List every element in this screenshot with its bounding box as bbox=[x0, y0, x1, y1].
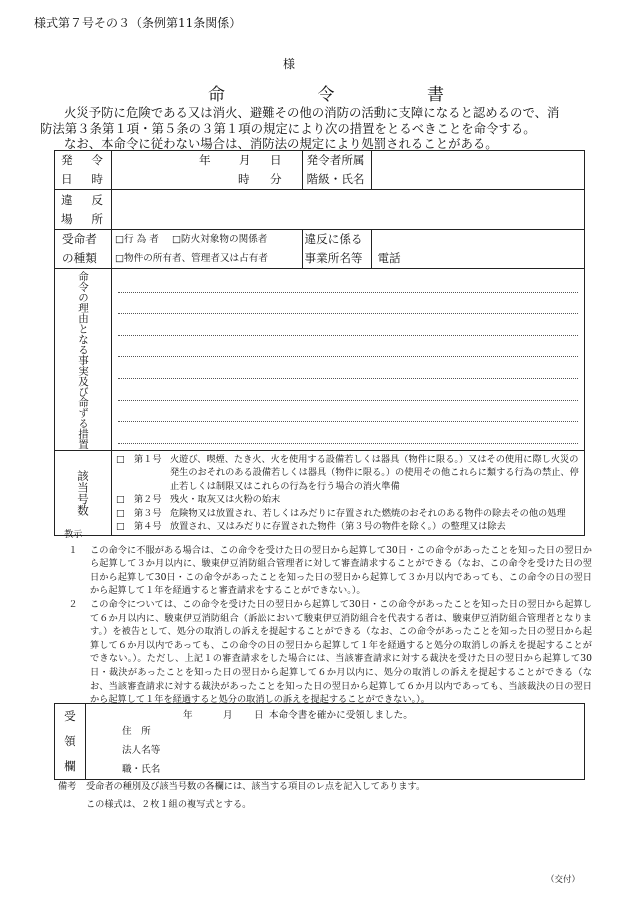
business-name-label: 違反に係る 事業所名等 bbox=[302, 230, 372, 269]
applicable-items-label: 該当号数 bbox=[55, 450, 112, 535]
item-text: 残火・取灰又は火粉の始末 bbox=[169, 494, 281, 505]
item-text: 止若しくは制限又はこれらの行為を行う場合の消火準備 bbox=[169, 480, 400, 492]
notes-section bbox=[58, 780, 598, 812]
order-details-table bbox=[54, 150, 585, 536]
addressee-suffix: 様 bbox=[283, 57, 296, 71]
title-char-3: 書 bbox=[427, 85, 444, 105]
item-text: 放置され、又はみだりに存置された物件（第３号の物件を除く。）の整理又は除去 bbox=[169, 521, 506, 532]
item-number bbox=[134, 480, 170, 494]
reason-field[interactable] bbox=[111, 269, 584, 451]
order-body-text bbox=[40, 105, 592, 152]
receipt-field[interactable]: 年 月 日 本命令書を確かに受領しました。 住 所 法人名等 職・氏名 bbox=[85, 704, 584, 780]
applicable-item-row bbox=[116, 507, 580, 521]
body-line-2: 防法第３条第１項・第５条の３第１項の規定により次の措置をとるべきことを命令する。 bbox=[40, 120, 536, 136]
applicable-item-row bbox=[116, 453, 580, 467]
title-char-1: 命 bbox=[208, 85, 225, 105]
notes-line-1: 受命者の種別及び該当号数の各欄には、該当する項目のレ点を記入してあります。 bbox=[86, 781, 426, 792]
body-line-1: 火災予防に危険である又は消火、避難その他の消防の活動に支障になると認めるので、消 bbox=[64, 105, 560, 120]
option-manager-checkbox[interactable]: □防火対象物の関係者 bbox=[171, 234, 268, 245]
recipient-type-options bbox=[111, 230, 302, 269]
reason-line bbox=[118, 271, 578, 293]
item-checkbox[interactable]: □ bbox=[115, 453, 125, 465]
item-number: 第１号 bbox=[133, 453, 162, 465]
applicable-item-row bbox=[116, 480, 580, 494]
receipt-confirm-text: 本命令書を確かに受領しました。 bbox=[268, 710, 413, 721]
option-actor-checkbox[interactable]: □行 為 者 bbox=[114, 234, 159, 245]
document-title bbox=[208, 80, 444, 105]
reason-line bbox=[118, 401, 578, 423]
item-checkbox bbox=[116, 480, 134, 494]
copy-type-label: （交付） bbox=[546, 875, 581, 885]
recipient-type-row bbox=[55, 230, 585, 269]
recipient-type-label: 受命者 の種類 bbox=[55, 230, 112, 269]
issue-date-field[interactable]: 年 月 日 時 分 bbox=[111, 151, 302, 190]
issue-date-row bbox=[55, 151, 585, 190]
body-line-3: なお、本命令に従わない場合は、消防法の規定により処罰されることがある。 bbox=[64, 136, 498, 151]
instruction-item-2: ２ この命令については、この命令を受けた日の翌日から起算して30日・この命令があったことを知った日の翌日から起算して６か月以内に、駿東伊豆消防組合（訴訟において駿東伊豆消防組合を代表する者は、駿東伊豆消防組合管理者となります。）を被告として、処分の取消しの訴えを提起することができる（なお、この命令があったことを知った日の翌日から起算して６か月以内であっても、この命令の日の翌日から起算して１年を経過すると処分の取消しの訴えを提起することができない。）。ただし、上記１の審査請求をした場合には、当該審査請求に対する裁決を受けた日の翌日から起算して30日・裁決があったことを知った日の翌日から起算して６か月以内に、処分の取消しの訴えを提起することができる（なお、当該審査請求に対する裁決があったことを知った日の翌日から起算して６か月以内であっても、当該裁決の日の翌日から起算して１年を経過すると処分の取消しの訴えを提起することができない。）。 bbox=[68, 598, 592, 706]
violation-location-label: 違 反 場 所 bbox=[55, 190, 112, 230]
notes-label: 備考 bbox=[58, 781, 77, 792]
reason-line bbox=[118, 314, 578, 336]
reason-line bbox=[118, 422, 578, 444]
item-text: 発生のおそれのある設備若しくは器具（物件に限る。）の使用その他これらに類する行為の禁止、停 bbox=[169, 467, 579, 478]
item-text: 火遊び、喫煙、たき火、火を使用する設備若しくは器具（物件に限る。）又はその使用に際し火災の bbox=[169, 453, 579, 465]
issue-date-label: 発 令 日 時 bbox=[55, 151, 112, 190]
item-number: 第４号 bbox=[133, 521, 162, 532]
reason-line bbox=[118, 379, 578, 401]
receipt-table bbox=[54, 703, 585, 780]
item-number bbox=[134, 466, 170, 480]
notes-line-2: この様式は、２枚１組の複写式とする。 bbox=[86, 799, 252, 810]
instructions-section bbox=[56, 528, 592, 707]
instructions-heading: 教示 bbox=[64, 529, 83, 540]
item-number: 第３号 bbox=[133, 507, 162, 519]
reason-line bbox=[118, 336, 578, 358]
violation-location-row bbox=[55, 190, 585, 230]
business-name-field[interactable] bbox=[372, 230, 585, 269]
item-checkbox bbox=[116, 466, 134, 480]
issuer-label: 発令者所属 階級・氏名 bbox=[302, 151, 372, 190]
applicable-items-row bbox=[55, 450, 585, 535]
item-text: 危険物又は放置され、若しくはみだりに存置された燃焼のおそれのある物件の除去その他の処理 bbox=[169, 507, 566, 519]
reason-label: 命令の理由となる事実及び命ずる措置 bbox=[55, 269, 112, 451]
title-char-2: 令 bbox=[317, 85, 335, 105]
item-checkbox[interactable]: □ bbox=[115, 494, 125, 505]
applicable-item-row bbox=[116, 493, 580, 507]
instruction-item-1: １ この命令に不服がある場合は、この命令を受けた日の翌日から起算して30日・この命令があったことを知った日の翌日から起算して３か月以内に、駿東伊豆消防組合管理者に対して審査請求することができる（なお、この命令を受けた日の翌日から起算して30日・この命令があったことを知った日の翌日から起算して３か月以内であっても、この命令の日の翌日から起算して１年を経過すると審査請求をすることができない。）。 bbox=[68, 544, 592, 597]
option-owner-checkbox[interactable]: □物件の所有者、管理者又は占有者 bbox=[114, 253, 268, 264]
name-label: 職・氏名 bbox=[121, 764, 161, 775]
address-label: 住 所 bbox=[121, 726, 151, 737]
issuer-field[interactable] bbox=[372, 151, 585, 190]
reason-line bbox=[118, 357, 578, 379]
applicable-items-list bbox=[111, 450, 584, 535]
reason-row bbox=[55, 269, 585, 451]
item-checkbox[interactable]: □ bbox=[115, 521, 125, 532]
corporation-label: 法人名等 bbox=[121, 745, 161, 756]
items-list bbox=[116, 453, 580, 534]
applicable-item-row bbox=[116, 466, 580, 480]
item-checkbox[interactable]: □ bbox=[115, 507, 125, 519]
receipt-label: 受 領 欄 bbox=[55, 704, 86, 780]
violation-location-field[interactable] bbox=[111, 190, 584, 230]
item-number: 第２号 bbox=[133, 494, 162, 505]
phone-label: 電話 bbox=[377, 251, 401, 265]
reason-line bbox=[118, 293, 578, 315]
form-number: 様式第７号その３（条例第11条関係） bbox=[34, 16, 242, 30]
